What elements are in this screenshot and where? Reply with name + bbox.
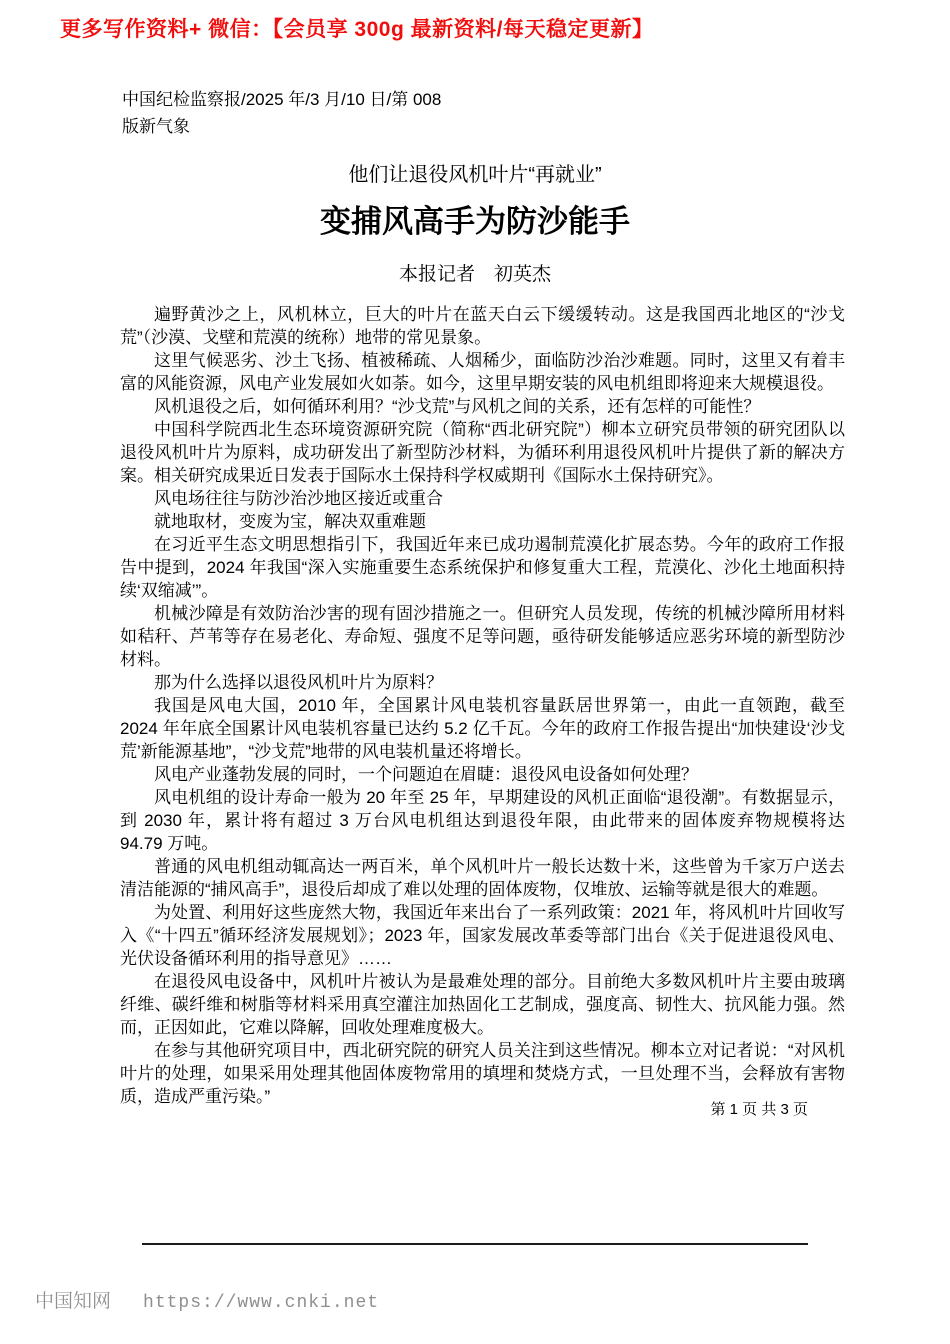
article-title: 变捕风高手为防沙能手 bbox=[320, 204, 630, 239]
article-byline: 本报记者 初英杰 bbox=[398, 264, 551, 285]
cnki-url-link[interactable]: https://www.cnki.net bbox=[143, 1293, 380, 1313]
paragraph: 在退役风电设备中，风机叶片被认为是最难处理的部分。目前绝大多数风机叶片主要由玻璃纤维、碳纤维和树脂等材料采用真空灌注加热固化工艺制成，强度高、韧性大、抗风能力强。然而，正因如此，它难以降解，回收处理难度极大。 bbox=[120, 972, 845, 1037]
paragraph: 我国是风电大国，2010 年，全国累计风电装机容量跃居世界第一，由此一直领跑，截至 2024 年年底全国累计风电装机容量已达约 5.2 亿千瓦。今年的政府工作报告提出“加快建设‘沙戈荒’新能源基地”，“沙戈荒”地带的风电装机量还将增长。 bbox=[120, 696, 845, 761]
paragraph: 中国科学院西北生态环境资源研究院（简称“西北研究院”）柳本立研究员带领的研究团队以退役风机叶片为原料，成功研发出了新型防沙材料，为循环利用退役风机叶片提供了新的解决方案。相关研究成果近日发表于国际水土保持科学权威期刊《国际水土保持研究》。 bbox=[120, 420, 845, 485]
source-line-1: 中国纪检监察报/2025 年/3 月/10 日/第 008 bbox=[122, 90, 442, 109]
watermark bbox=[35, 1286, 379, 1313]
paragraph: 风电机组的设计寿命一般为 20 年至 25 年，早期建设的风机正面临“退役潮”。有数据显示，到 2030 年，累计将有超过 3 万台风电机组达到退役年限，由此带来的固体废弃物规模将达 94.79 万吨。 bbox=[120, 788, 845, 853]
article-subtitle: 他们让退役风机叶片“再就业” bbox=[348, 164, 602, 186]
section-heading: 就地取材，变废为宝，解决双重难题 bbox=[154, 512, 426, 531]
paragraph: 机械沙障是有效防治沙害的现有固沙措施之一。但研究人员发现，传统的机械沙障所用材料如秸秆、芦苇等存在易老化、寿命短、强度不足等问题，亟待研发能够适应恶劣环境的新型防沙材料。 bbox=[120, 604, 845, 669]
article-body bbox=[120, 303, 845, 1108]
paragraph: 那为什么选择以退役风机叶片为原料？ bbox=[154, 673, 443, 692]
paragraph: 普通的风电机组动辄高达一两百米，单个风机叶片一般长达数十米，这些曾为千家万户送去清洁能源的“捕风高手”，退役后却成了难以处理的固体废物，仅堆放、运输等就是很大的难题。 bbox=[120, 857, 845, 899]
section-heading: 风电场往往与防沙治沙地区接近或重合 bbox=[154, 489, 443, 508]
source-line-2: 版新气象 bbox=[122, 117, 190, 136]
paragraph: 风机退役之后，如何循环利用？“沙戈荒”与风机之间的关系，还有怎样的可能性？ bbox=[154, 397, 761, 416]
paragraph: 在习近平生态文明思想指引下，我国近年来已成功遏制荒漠化扩展态势。今年的政府工作报告中提到，2024 年我国“深入实施重要生态系统保护和修复重大工程，荒漠化、沙化土地面积持续‘双缩减’”。 bbox=[120, 535, 845, 600]
promo-banner: 更多写作资料+ 微信：【会员享 300g 最新资料/每天稳定更新】 bbox=[60, 18, 654, 41]
paragraph: 这里气候恶劣、沙土飞扬、植被稀疏、人烟稀少，面临防沙治沙难题。同时，这里又有着丰富的风能资源，风电产业发展如火如荼。如今，这里早期安装的风电机组即将迎来大规模退役。 bbox=[120, 351, 845, 393]
paragraph: 为处置、利用好这些庞然大物，我国近年来出台了一系列政策：2021 年，将风机叶片回收写入《“十四五”循环经济发展规划》；2023 年，国家发展改革委等部门出台《关于促进退役风电、光伏设备循环利用的指导意见》…… bbox=[120, 903, 845, 968]
page-indicator: 第 1 页 共 3 页 bbox=[710, 1101, 808, 1118]
paragraph: 在参与其他研究项目中，西北研究院的研究人员关注到这些情况。柳本立对记者说：“对风机叶片的处理，如果采用处理其他固体废物常用的填埋和焚烧方式，一旦处理不当，会释放有害物质，造成严重污染。” bbox=[120, 1041, 845, 1106]
page-divider bbox=[142, 1243, 808, 1245]
source-info bbox=[122, 86, 642, 140]
paragraph: 遍野黄沙之上，风机林立，巨大的叶片在蓝天白云下缓缓转动。这是我国西北地区的“沙戈荒”（沙漠、戈壁和荒漠的统称）地带的常见景象。 bbox=[120, 305, 845, 347]
paragraph: 风电产业蓬勃发展的同时，一个问题迫在眉睫：退役风电设备如何处理？ bbox=[154, 765, 698, 784]
cnki-brand: 中国知网 bbox=[35, 1291, 112, 1312]
